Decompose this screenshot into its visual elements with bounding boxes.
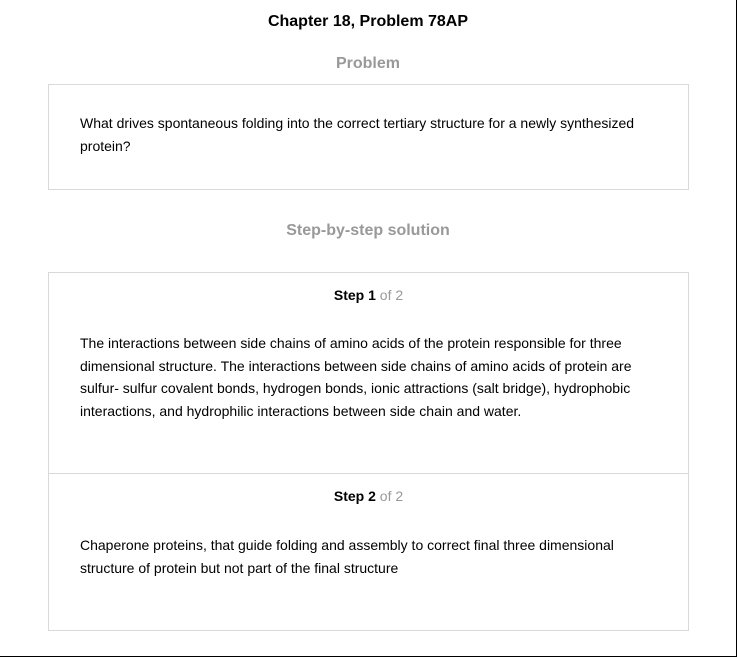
page-title: Chapter 18, Problem 78AP — [267, 13, 469, 30]
step-total: of 2 — [379, 488, 404, 504]
step-word: Step — [333, 488, 365, 504]
problem-heading: Problem — [335, 55, 400, 72]
step-text: Chaperone proteins, that guide folding and assembly to correct final three dimensional structure of protein but not part of the final structure — [80, 537, 614, 576]
solution-step — [49, 273, 688, 474]
step-number: 1 — [368, 287, 376, 303]
step-number: 2 — [368, 488, 376, 504]
step-label — [49, 487, 688, 505]
problem-text: What drives spontaneous folding into the correct tertiary structure for a newly synthesized protein? — [80, 115, 635, 154]
solution-box — [48, 272, 689, 631]
solution-heading: Step-by-step solution — [286, 222, 450, 239]
problem-box — [48, 84, 689, 190]
step-label — [49, 286, 688, 304]
step-total: of 2 — [379, 287, 404, 303]
step-word: Step — [333, 287, 365, 303]
solution-step — [49, 474, 688, 630]
step-text: The interactions between side chains of amino acids of the protein responsible for three dimensional structure. The interactions between side chains of amino acids of protein are sulfur- sulfur covalent bonds, hydrogen bonds, ionic attractions (salt bridge), hydrophobic interactions, and hydrophilic interactions between side chain and water. — [80, 335, 632, 419]
